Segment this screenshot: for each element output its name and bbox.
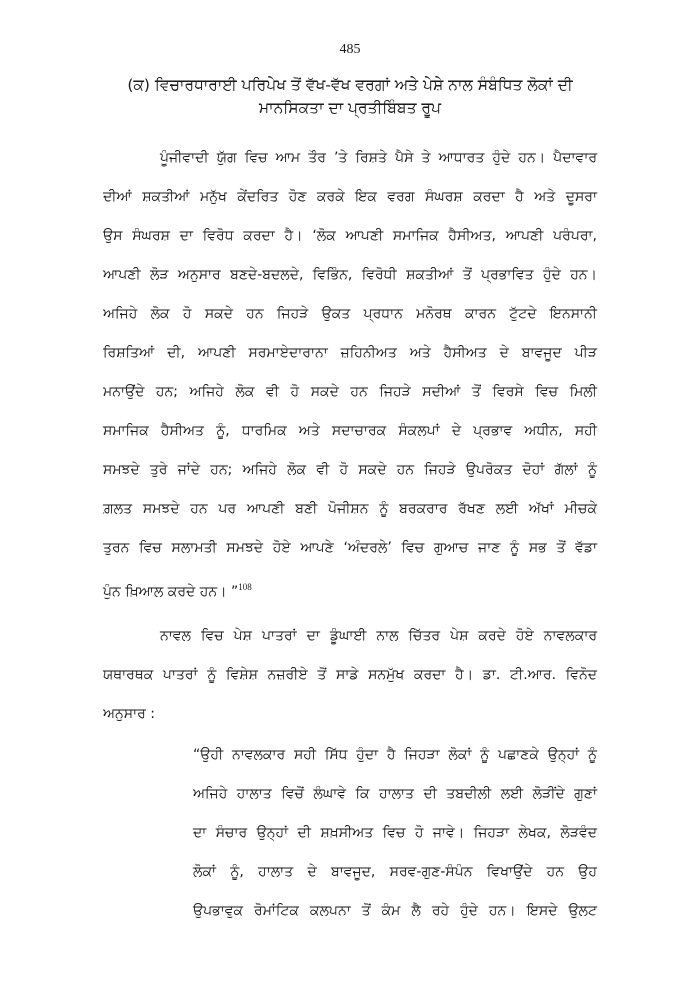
quote-line: ਦਾ ਸੰਚਾਰ ਉਨ੍ਹਾਂ ਦੀ ਸ਼ਖ਼ਸੀਅਤ ਵਿਚ ਹੋ ਜਾਵੇ। ਜਿਹੜਾ ਲੇਖਕ, ਲੋੜਵੰਦ (193, 825, 597, 841)
text-line: ਆਪਣੀ ਲੋੜ ਅਨੁਸਾਰ ਬਣਦੇ-ਬਦਲਦੇ, ਵਿਭਿੰਨ, ਵਿਰੋਧੀ ਸ਼ਕਤੀਆਂ ਤੋਂ ਪ੍ਰਭਾਵਿਤ ਹੁੰਦੇ ਹਨ। (103, 267, 597, 283)
quote-line: ਉਪਭਾਵੁਕ ਰੋਮਾਂਟਿਕ ਕਲਪਨਾ ਤੋਂ ਕੰਮ ਲੈ ਰਹੇ ਹੁੰਦੇ ਹਨ। ਇਸਦੇ ਉਲਟ (193, 903, 597, 919)
text-line: ਅਨੁਸਾਰ : (103, 706, 155, 722)
quote-line: “ਉਹੀ ਨਾਵਲਕਾਰ ਸਹੀ ਸਿੱਧ ਹੁੰਦਾ ਹੈ ਜਿਹੜਾ ਲੋਕਾਂ ਨੂੰ ਪਛਾਣਕੇ ਉਨ੍ਹਾਂ ਨੂੰ (193, 747, 597, 763)
quote-line: ਅਜਿਹੇ ਹਾਲਾਤ ਵਿਚੋਂ ਲੰਘਾਵੇ ਕਿ ਹਾਲਾਤ ਦੀ ਤਬਦੀਲੀ ਲਈ ਲੋੜੀਂਦੇ ਗੁਣਾਂ (193, 786, 597, 802)
text-line: ਸਮਾਜਿਕ ਹੈਸੀਅਤ ਨੂੰ, ਧਾਰਮਿਕ ਅਤੇ ਸਦਾਚਾਰਕ ਸੰਕਲਪਾਂ ਦੇ ਪ੍ਰਭਾਵ ਅਧੀਨ, ਸਹੀ (103, 423, 597, 439)
text-line: ਗ਼ਲਤ ਸਮਝਦੇ ਹਨ ਪਰ ਆਪਣੀ ਬਣੀ ਪੋਜੀਸ਼ਨ ਨੂੰ ਬਰਕਰਾਰ ਰੱਖਣ ਲਈ ਅੱਖਾਂ ਮੀਚਕੇ (103, 501, 597, 517)
text-line: ਮਨਾਉਂਦੇ ਹਨ; ਅਜਿਹੇ ਲੋਕ ਵੀ ਹੋ ਸਕਦੇ ਹਨ ਜਿਹੜੇ ਸਦੀਆਂ ਤੋਂ ਵਿਰਸੇ ਵਿਚ ਮਿਲੀ (103, 384, 597, 400)
quote-line: ਲੋਕਾਂ ਨੂੰ, ਹਾਲਾਤ ਦੇ ਬਾਵਜੂਦ, ਸਰਵ-ਗੁਣ-ਸੰਪੰਨ ਵਿਖਾਉਂਦੇ ਹਨ ਉਹ (193, 864, 597, 880)
footnote-ref: 108 (238, 582, 252, 592)
text-line: ਪੂੰਜੀਵਾਦੀ ਯੁੱਗ ਵਿਚ ਆਮ ਤੌਰ ’ਤੇ ਰਿਸ਼ਤੇ ਪੈਸੇ ਤੇ ਆਧਾਰਤ ਹੁੰਦੇ ਹਨ। ਪੈਦਾਵਾਰ (160, 150, 597, 166)
text-line: ਸਮਝਦੇ ਤੁਰੇ ਜਾਂਦੇ ਹਨ; ਅਜਿਹੇ ਲੋਕ ਵੀ ਹੋ ਸਕਦੇ ਹਨ ਜਿਹੜੇ ਉਪਰੋਕਤ ਦੋਹਾਂ ਗੱਲਾਂ ਨੂੰ (103, 462, 597, 478)
section-heading (100, 74, 600, 120)
text-line: ਉਸ ਸੰਘਰਸ਼ ਦਾ ਵਿਰੋਧ ਕਰਦਾ ਹੈ। ‘ਲੋਕ ਆਪਣੀ ਸਮਾਜਿਕ ਹੈਸੀਅਤ, ਆਪਣੀ ਪਰੰਪਰਾ, (103, 228, 597, 244)
page-number: 485 (339, 42, 361, 57)
text-line: ਦੀਆਂ ਸ਼ਕਤੀਆਂ ਮਨੁੱਖ ਕੇਂਦਰਿਤ ਹੋਣ ਕਰਕੇ ਇਕ ਵਰਗ ਸੰਘਰਸ਼ ਕਰਦਾ ਹੈ ਅਤੇ ਦੂਸਰਾ (103, 189, 597, 205)
heading-line-1: (ਕ) ਵਿਚਾਰਧਾਰਾਈ ਪਰਿਪੇਖ ਤੋਂ ਵੱਖ-ਵੱਖ ਵਰਗਾਂ ਅਤੇ ਪੇਸ਼ੇ ਨਾਲ ਸੰਬੰਧਿਤ ਲੋਕਾਂ ਦੀ (127, 76, 573, 94)
text-line-last (103, 577, 597, 602)
text-line: ਰਿਸ਼ਤਿਆਂ ਦੀ, ਆਪਣੀ ਸਰਮਾਏਦਾਰਾਨਾ ਜ਼ਹਿਨੀਅਤ ਅਤੇ ਹੈਸੀਅਤ ਦੇ ਬਾਵਜੂਦ ਪੀੜ (103, 345, 597, 361)
text-line: ਪੁੰਨ ਖ਼ਿਆਲ ਕਰਦੇ ਹਨ। ” (103, 584, 239, 600)
text-line: ਨਾਵਲ ਵਿਚ ਪੇਸ਼ ਪਾਤਰਾਂ ਦਾ ਡੂੰਘਾਈ ਨਾਲ ਚਿੱਤਰ ਪੇਸ਼ ਕਰਦੇ ਹੋਏ ਨਾਵਲਕਾਰ (160, 628, 597, 644)
text-line: ਤੁਰਨ ਵਿਚ ਸਲਾਮਤੀ ਸਮਝਦੇ ਹੋਏ ਆਪਣੇ ‘ਅੰਦਰਲੇ’ ਵਿਚ ਗੁਆਚ ਜਾਣ ਨੂੰ ਸਭ ਤੋਂ ਵੱਡਾ (103, 540, 597, 556)
heading-line-2: ਮਾਨਸਿਕਤਾ ਦਾ ਪ੍ਰਤੀਬਿੰਬਤ ਰੂਪ (258, 99, 442, 117)
text-line: ਅਜਿਹੇ ਲੋਕ ਹੋ ਸਕਦੇ ਹਨ ਜਿਹੜੇ ਉਕਤ ਪ੍ਰਧਾਨ ਮਨੋਰਥ ਕਾਰਨ ਟੁੱਟਦੇ ਇਨਸਾਨੀ (103, 306, 597, 322)
text-line: ਯਥਾਰਥਕ ਪਾਤਰਾਂ ਨੂੰ ਵਿਸ਼ੇਸ਼ ਨਜ਼ਰੀਏ ਤੋਂ ਸਾਡੇ ਸਨਮੁੱਖ ਕਰਦਾ ਹੈ। ਡਾ. ਟੀ.ਆਰ. ਵਿਨੋਦ (103, 667, 597, 683)
